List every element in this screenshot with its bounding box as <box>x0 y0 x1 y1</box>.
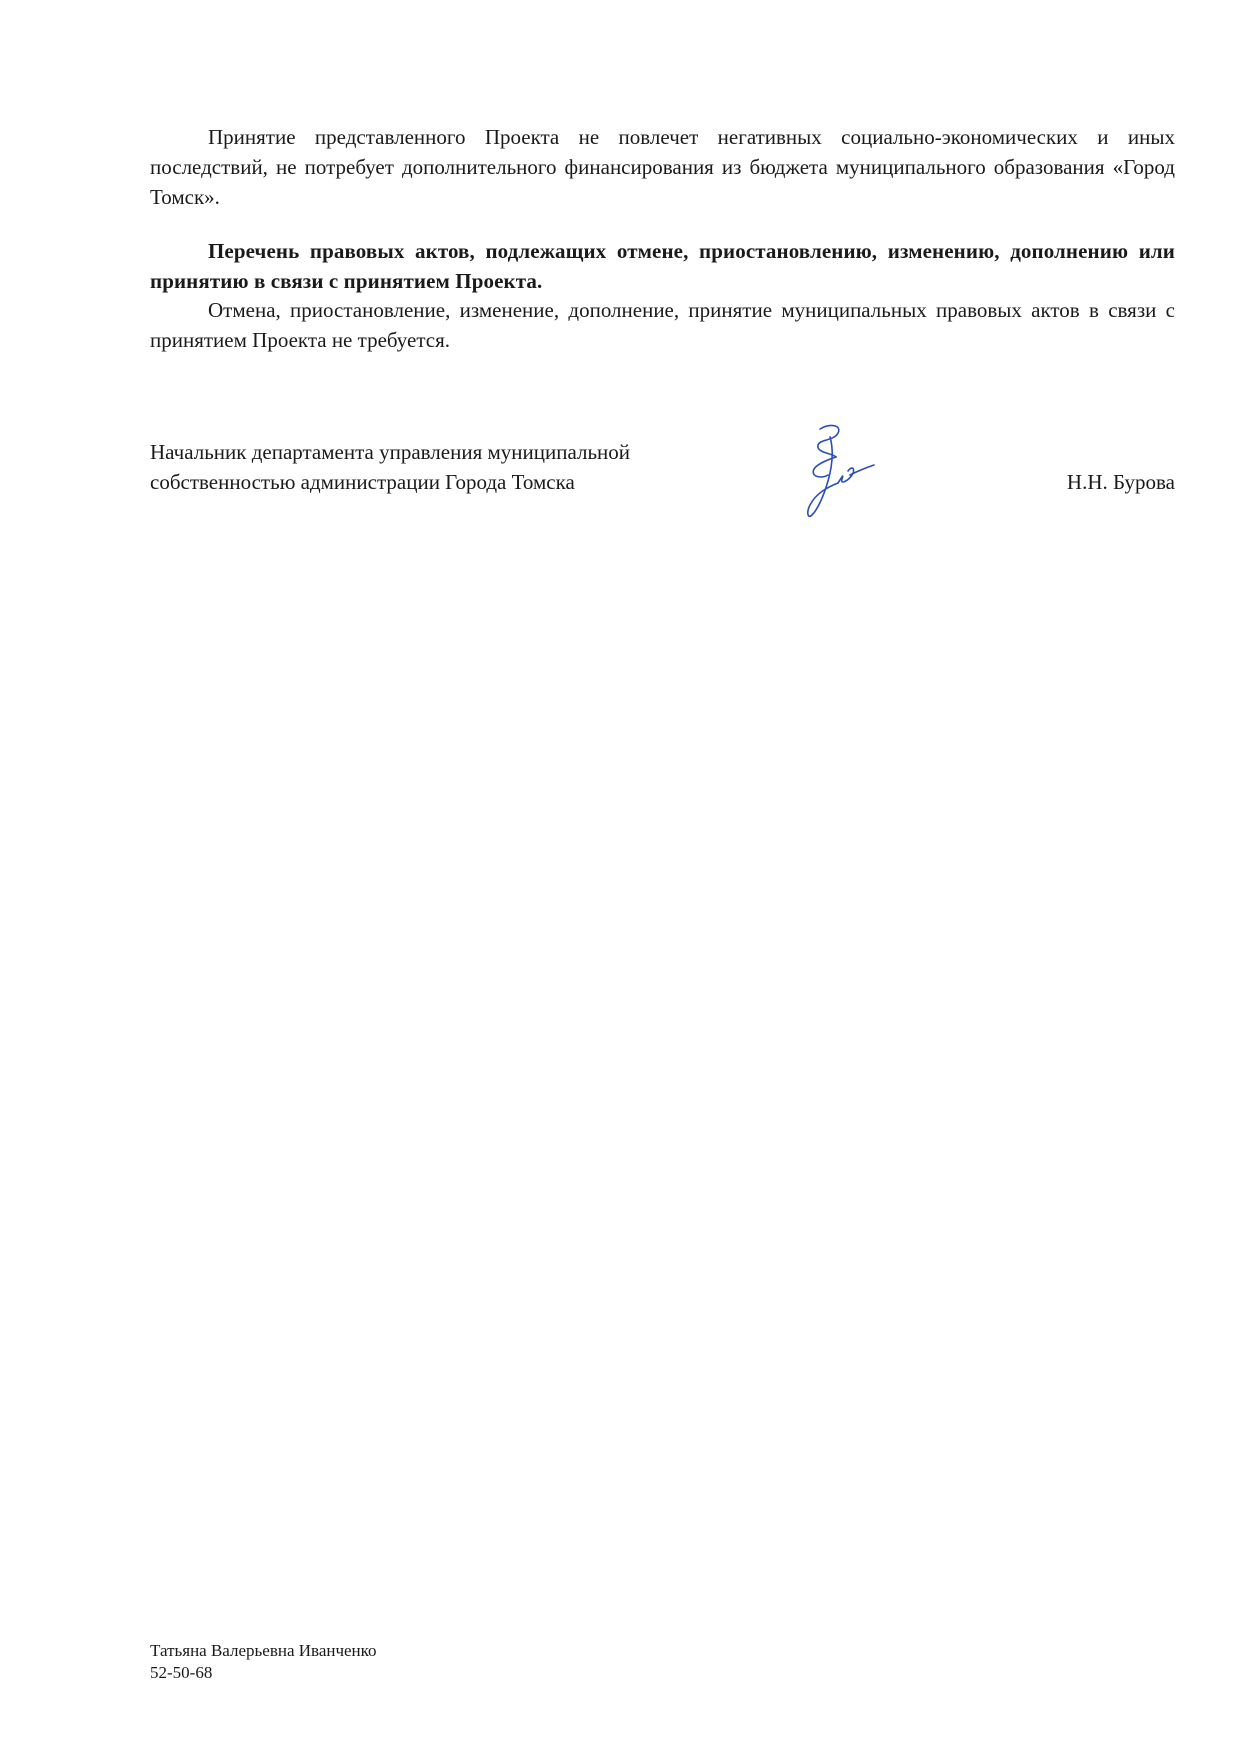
handwritten-signature-icon <box>790 417 900 527</box>
signatory-position-line-2: собственностью администрации Города Томска <box>150 470 575 494</box>
executor-name: Татьяна Валерьевна Иванченко <box>150 1641 377 1660</box>
signature-block <box>150 437 1175 537</box>
paragraph-no-changes-required: Отмена, приостановление, изменение, дополнение, принятие муниципальных правовых актов в связи с принятием Проекта не требуется. <box>150 298 1175 352</box>
paragraph-consequences: Принятие представленного Проекта не повлечет негативных социально-экономических и иных последствий, не потребует дополнительного финансирования из бюджета муниципального образования «Город Томск». <box>150 125 1175 209</box>
signatory-name: Н.Н. Бурова <box>1066 470 1175 494</box>
executor-phone: 52-50-68 <box>150 1663 213 1682</box>
executor-info <box>150 1640 377 1684</box>
section-heading-legal-acts: Перечень правовых актов, подлежащих отмене, приостановлению, изменению, дополнению или принятию в связи с принятием Проекта. <box>150 239 1175 293</box>
signatory-position-line-1: Начальник департамента управления муниципальной <box>150 440 630 464</box>
signatory-position <box>150 437 750 497</box>
